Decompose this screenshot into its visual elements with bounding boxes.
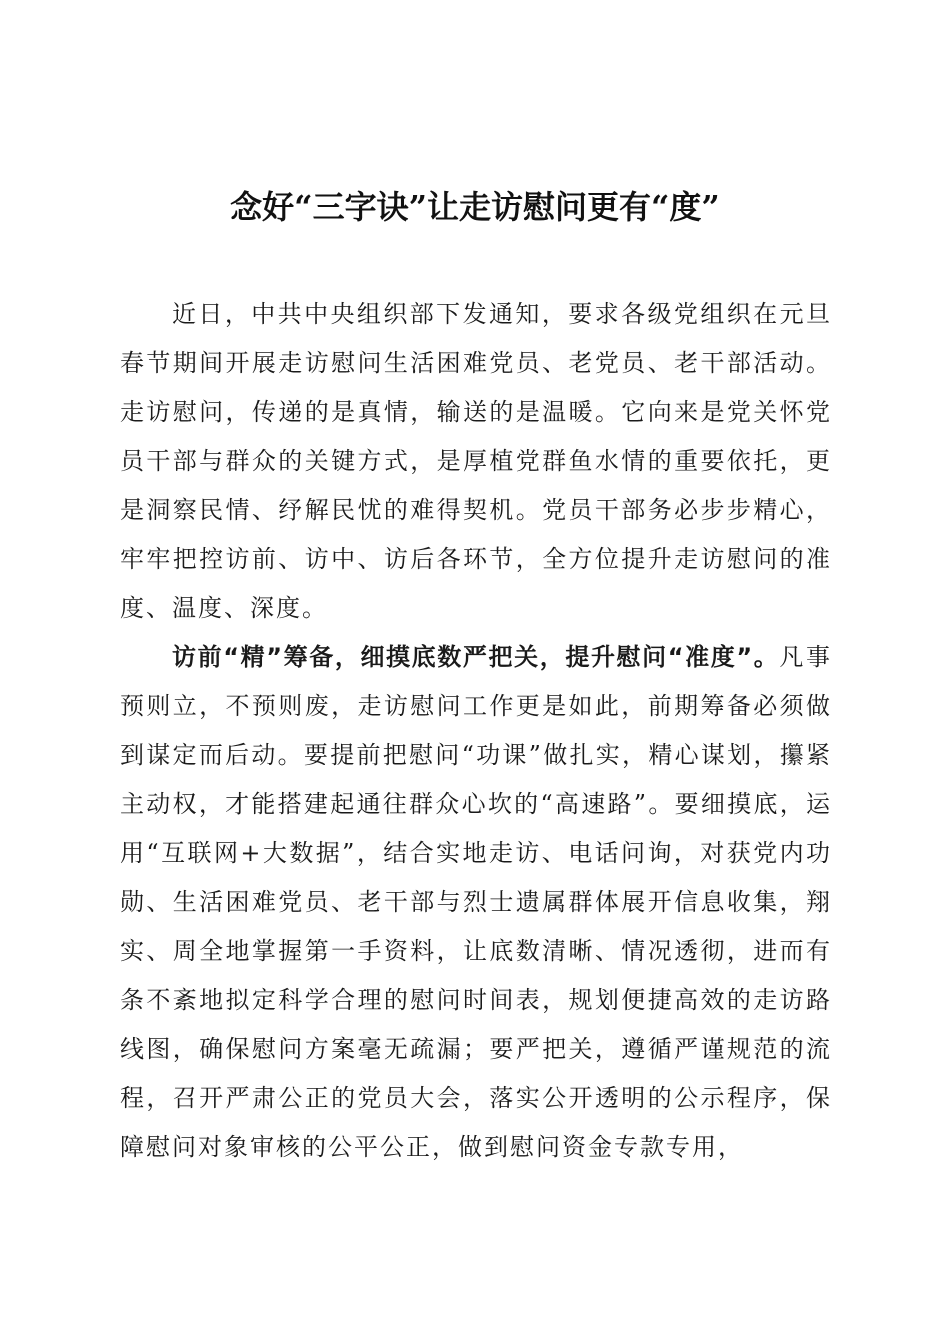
document-title: 念好“三字诀”让走访慰问更有“度” [230,188,720,227]
paragraph-preparation-text: 凡事预则立，不预则废，走访慰问工作更是如此，前期筹备必须做到谋定而后动。要提前把慰问“功课”做扎实，精心谋划，攥紧主动权，才能搭建起通往群众心坎的“高速路”。要细摸底，运用“互联网+大数据”，结合实地走访、电话问询，对获党内功勋、生活困难党员、老干部与烈士遗属群体展开信息收集，翔实、周全地掌握第一手资料，让底数清晰、情况透彻，进而有条不紊地拟定科学合理的慰问时间表，规划便捷高效的走访路线图，确保慰问方案毫无疏漏；要严把关，遵循严谨规范的流程，召开严肃公正的党员大会，落实公开透明的公示程序，保障慰问对象审核的公平公正，做到慰问资金专款专用， [120,643,833,1161]
document-body [120,290,832,1172]
paragraph-intro-text: 近日，中共中央组织部下发通知，要求各级党组织在元旦春节期间开展走访慰问生活困难党员、老党员、老干部活动。走访慰问，传递的是真情，输送的是温暖。它向来是党关怀党员干部与群众的关键方式，是厚植党群鱼水情的重要依托，更是洞察民情、纾解民忧的难得契机。党员干部务必步步精心，牢牢把控访前、访中、访后各环节，全方位提升走访慰问的准度、温度、深度。 [120,300,832,622]
paragraph-preparation [120,633,832,1172]
paragraph-intro [120,290,832,633]
paragraph-preparation-lead: 访前“精”筹备，细摸底数严把关，提升慰问“准度”。 [172,643,780,671]
